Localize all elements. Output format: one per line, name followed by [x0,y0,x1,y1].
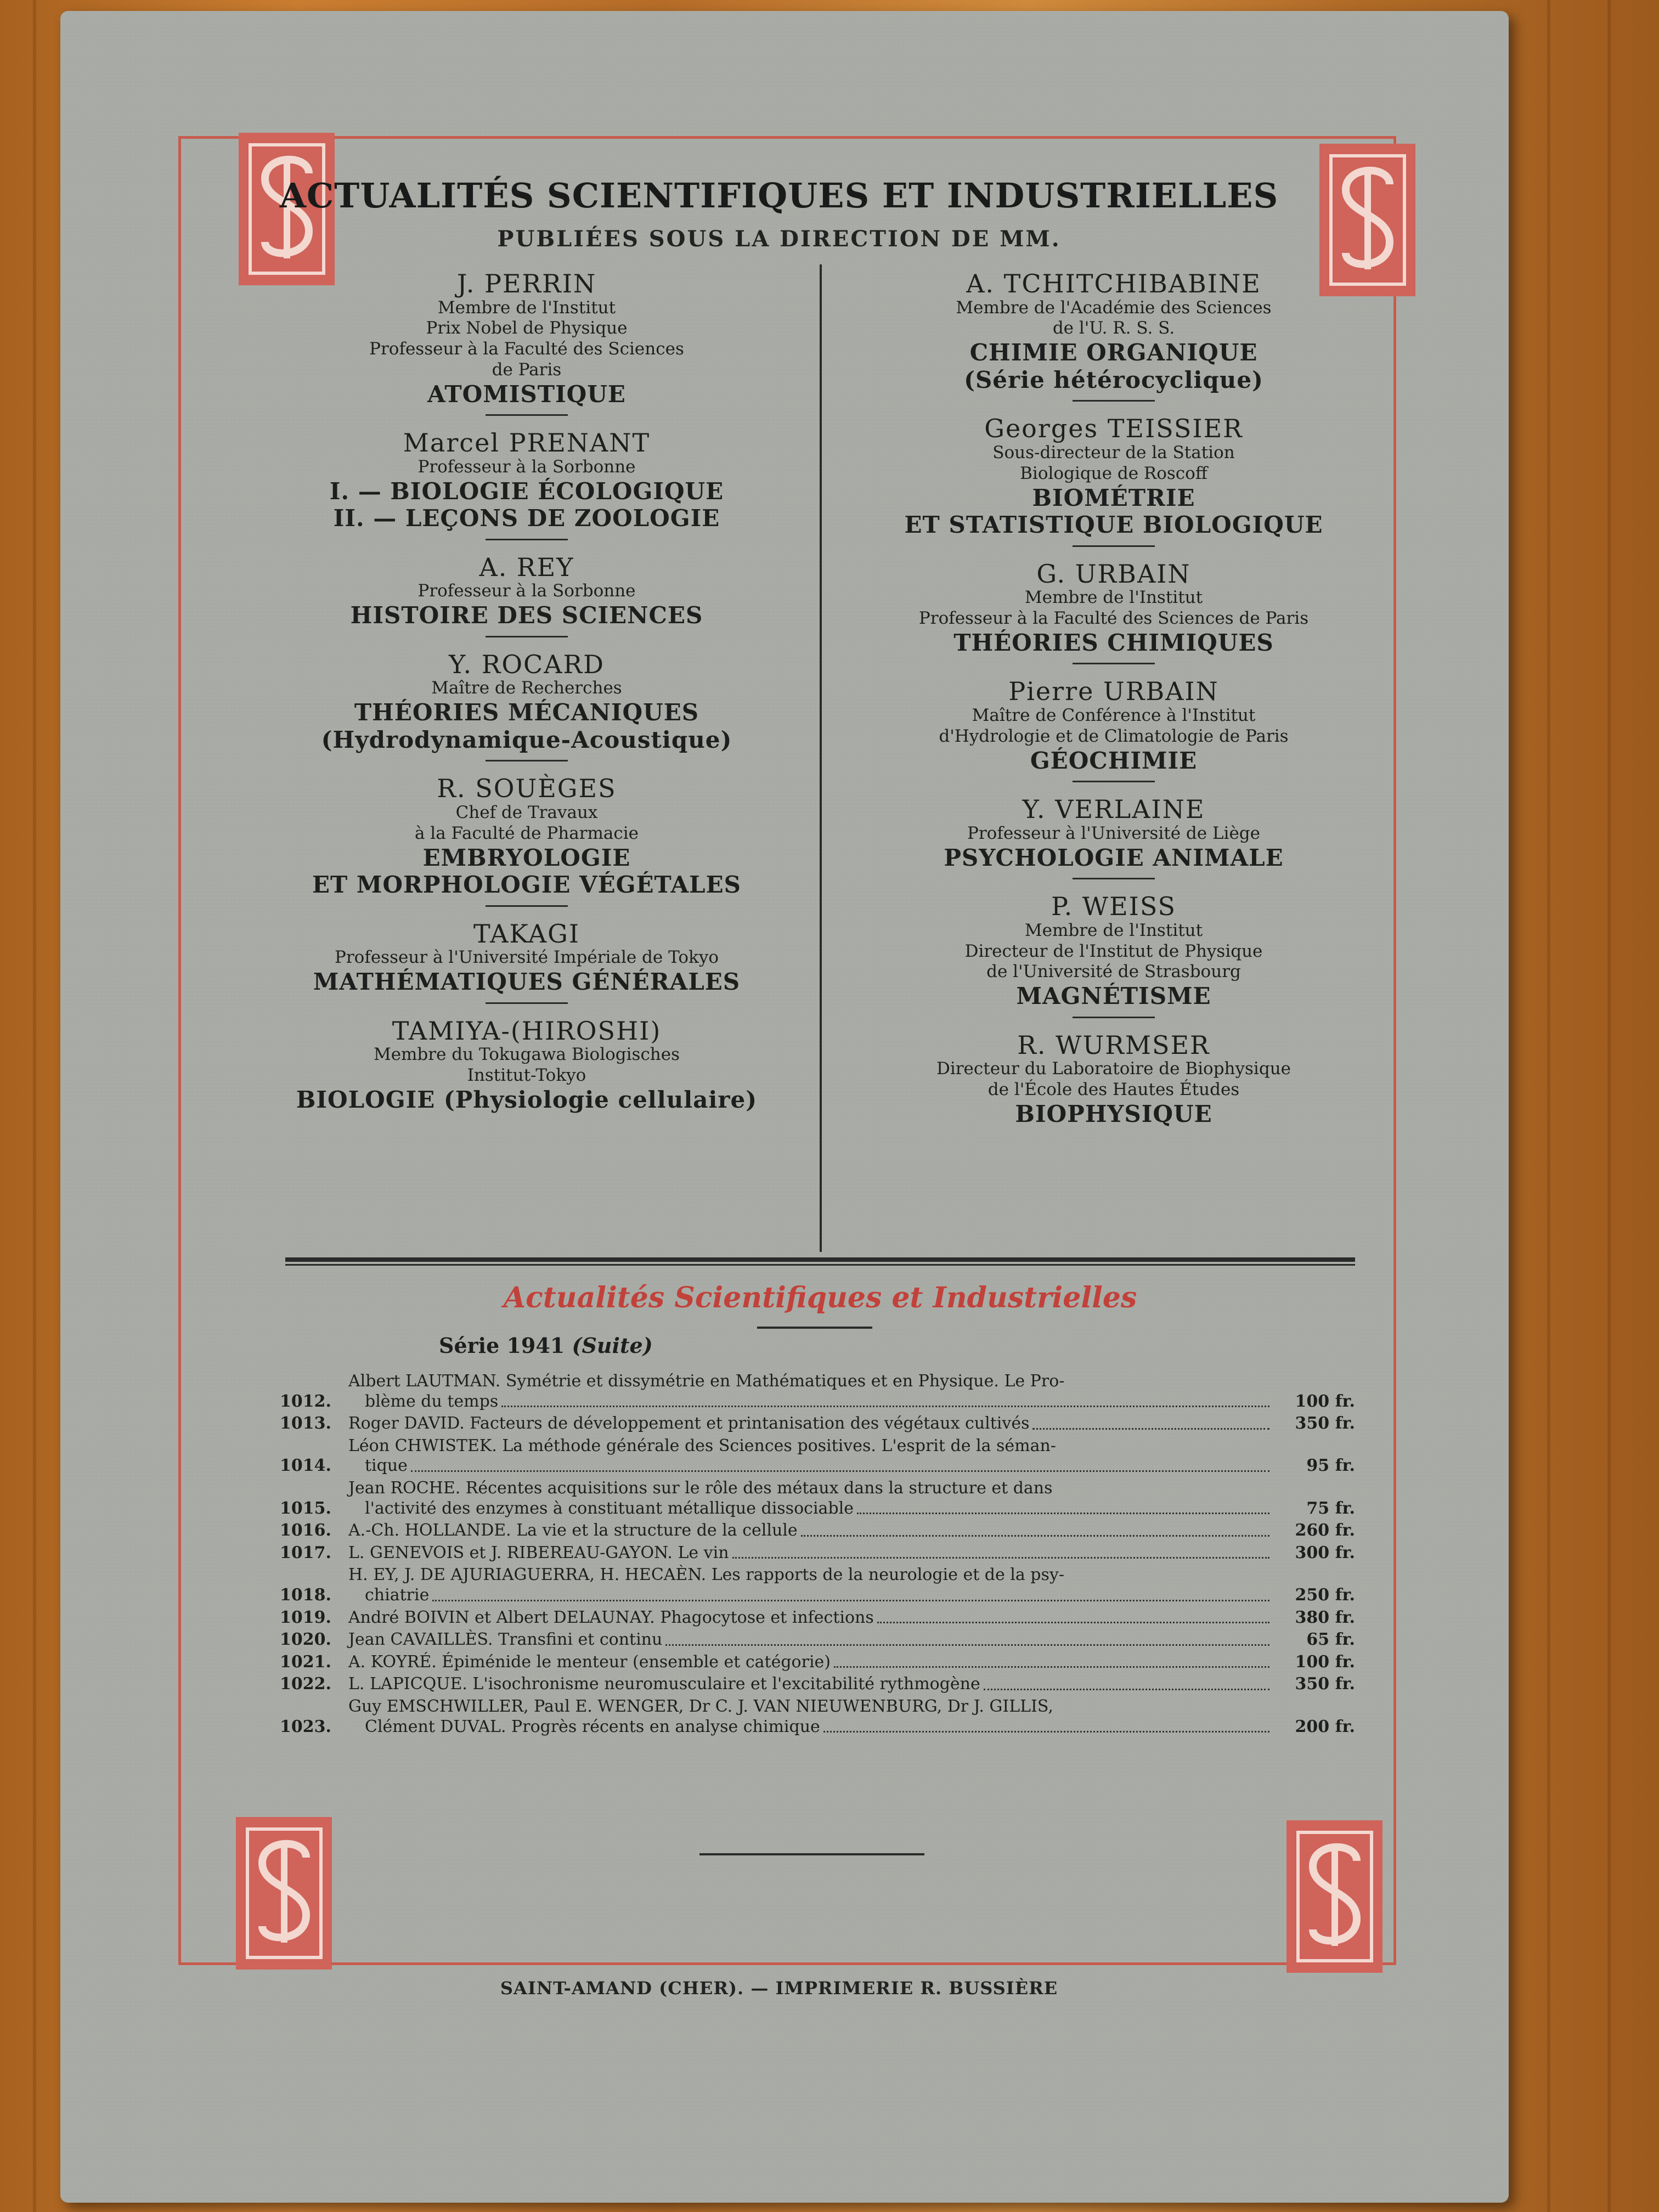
item-price: 350 fr. [1295,1674,1355,1694]
editors-left-column [241,270,812,1126]
editor-affiliation: d'Hydrologie et de Climatologie de Paris [939,726,1289,746]
item-line-text: Clément DUVAL. Progrès récents en analyse chimique [365,1717,820,1736]
item-number: 1023. [280,1717,331,1736]
item-line-text: Jean CAVAILLÈS. Transfini et continu [348,1630,663,1650]
editor-field: EMBRYOLOGIE [422,844,631,871]
series-year-label: Série 1941 [439,1333,565,1358]
editor-entry [828,1031,1399,1128]
entry-separator [486,1002,568,1004]
item-line: H. EY, J. DE AJURIAGUERRA, H. HECAÈN. Les rapports de la neurologie et de la psy- [348,1565,1064,1585]
editor-affiliation: Directeur de l'Institut de Physique [964,941,1263,961]
editor-entry [241,651,812,762]
leader-dots [665,1630,1269,1646]
editor-entry [241,554,812,637]
item-line: Guy EMSCHWILLER, Paul E. WENGER, Dr C. J. VAN NIEUWENBURG, Dr J. GILLIS, [348,1696,1053,1716]
item-text [348,1479,1273,1519]
item-number: 1022. [280,1674,331,1694]
entry-separator [486,905,568,907]
editor-field: THÉORIES CHIMIQUES [953,629,1274,656]
editor-name: Y. ROCARD [449,649,605,679]
leader-dots [501,1392,1269,1408]
item-number: 1012. [280,1391,331,1411]
editor-entry [828,415,1399,546]
entry-separator [1073,400,1155,402]
item-line [348,1543,1273,1564]
item-price: 260 fr. [1295,1521,1355,1541]
item-text [348,1697,1273,1737]
entry-separator [486,414,568,416]
editor-affiliation: Biologique de Roscoff [1020,463,1207,483]
item-line: Léon CHWISTEK. La méthode générale des Sciences positives. L'esprit de la séman- [348,1436,1056,1455]
item-price: 200 fr. [1295,1717,1355,1736]
item-price: 250 fr. [1295,1585,1355,1605]
item-line [348,1456,1273,1476]
editor-entry [828,795,1399,879]
editor-affiliation: Professeur à la Faculté des Sciences [369,339,684,359]
item-line-text: chiatrie [365,1585,430,1605]
editor-field: MAGNÉTISME [1016,983,1211,1010]
editor-field: BIOLOGIE (Physiologie cellulaire) [296,1086,758,1113]
list-item [280,1372,1355,1412]
publisher-logo-bottom-left [236,1817,332,1970]
leader-dots [732,1543,1269,1559]
list-item [280,1608,1355,1628]
editor-affiliation: Institut-Tokyo [467,1065,586,1086]
editor-affiliation: Professeur à la Sorbonne [417,456,636,477]
editor-affiliation: Membre du Tokugawa Biologisches [373,1045,680,1065]
item-number: 1020. [280,1630,331,1650]
entry-separator [1073,1017,1155,1018]
editor-field: I. — BIOLOGIE ÉCOLOGIQUE [329,477,724,505]
editor-field: GÉOCHIMIE [1030,747,1198,774]
bottom-rule [699,1853,924,1855]
leader-dots [1032,1414,1269,1430]
item-line-text: A.-Ch. HOLLANDE. La vie et la structure de la cellule [348,1521,798,1541]
editor-entry [828,560,1399,665]
editor-name: TAKAGI [473,918,580,949]
editor-name: P. WEISS [1051,891,1177,922]
editor-name: R. SOUÈGES [437,774,617,804]
editor-affiliation: Membre de l'Académie des Sciences [956,297,1272,318]
entry-separator [1073,878,1155,879]
entry-separator [486,760,568,761]
item-text [348,1608,1273,1628]
section-rule-thin [285,1264,1355,1266]
editor-affiliation: Membre de l'Institut [437,297,616,318]
list-item [280,1565,1355,1605]
editor-field: BIOMÉTRIE [1032,484,1195,511]
editor-entry [241,1017,812,1114]
editor-affiliation: Maître de Recherches [431,678,622,698]
leader-dots [857,1499,1269,1515]
item-text [348,1652,1273,1673]
editor-field: ET STATISTIQUE BIOLOGIQUE [904,511,1323,539]
item-line [348,1499,1273,1519]
editor-entry [828,893,1399,1018]
leader-dots [432,1585,1269,1601]
editor-entry [241,920,812,1004]
item-line: Albert LAUTMAN. Symétrie et dissymétrie en Mathématiques et en Physique. Le Pro- [348,1372,1065,1391]
leader-dots [823,1717,1269,1733]
editor-name: R. WURMSER [1017,1030,1210,1060]
editor-entry [828,678,1399,782]
item-price: 350 fr. [1295,1414,1355,1434]
editor-field: THÉORIES MÉCANIQUES [354,699,699,726]
editor-affiliation: Membre de l'Institut [1024,920,1203,940]
leader-dots [984,1674,1269,1690]
item-number: 1018. [280,1585,331,1605]
editors-right-column [828,270,1399,1141]
leader-dots [877,1608,1269,1624]
item-line [348,1652,1273,1673]
leader-dots [411,1456,1269,1472]
series-year-suffix: (Suite) [572,1333,653,1358]
item-text [348,1436,1273,1476]
editor-affiliation: de l'U. R. S. S. [1052,318,1175,338]
item-text [348,1630,1273,1650]
collection-subtitle: PUBLIÉES SOUS LA DIRECTION DE MM. [497,226,1061,252]
item-line [348,1392,1273,1412]
series-year [439,1333,653,1358]
editor-affiliation: à la Faculté de Pharmacie [414,823,639,843]
item-price: 300 fr. [1295,1543,1355,1562]
list-item [280,1674,1355,1695]
editor-affiliation: Professeur à la Sorbonne [417,581,636,601]
item-price: 65 fr. [1306,1630,1355,1650]
editor-name: TAMIYA-(HIROSHI) [392,1015,662,1046]
item-line-text: blème du temps [365,1391,499,1411]
item-number: 1019. [280,1607,331,1627]
editor-field: PSYCHOLOGIE ANIMALE [944,844,1284,871]
editor-entry [241,270,812,416]
editor-affiliation: Professeur à la Faculté des Sciences de Paris [918,608,1309,629]
item-line-text: A. KOYRÉ. Épiménide le menteur (ensemble et catégorie) [348,1652,831,1672]
item-line-text: André BOIVIN et Albert DELAUNAY. Phagocytose et infections [348,1607,874,1627]
list-item [280,1479,1355,1519]
editor-field: (Série hétérocyclique) [964,366,1263,393]
editor-name: A. TCHITCHIBABINE [966,269,1261,298]
item-line-text: L. LAPICQUE. L'isochronisme neuromusculaire et l'excitabilité rythmogène [348,1674,980,1694]
series-heading: Actualités Scientifiques et Industrielles [503,1281,1137,1314]
item-line-text: tique [365,1456,408,1476]
item-line [348,1608,1273,1628]
leader-dots [801,1521,1269,1537]
item-line [348,1630,1273,1650]
leader-dots [834,1652,1269,1668]
column-divider [820,264,822,1252]
editor-field: ATOMISTIQUE [427,380,626,408]
item-price: 75 fr. [1306,1498,1355,1518]
item-number: 1013. [280,1414,331,1434]
editor-affiliation: Professeur à l'Université Impériale de Tokyo [335,947,719,968]
item-price: 95 fr. [1306,1456,1355,1476]
entry-separator [1073,781,1155,782]
item-line-text: l'activité des enzymes à constituant métallique dissociable [365,1498,854,1518]
editor-entry [241,429,812,540]
editor-affiliation: Membre de l'Institut [1024,588,1203,608]
item-line [348,1717,1273,1737]
item-line: Jean ROCHE. Récentes acquisitions sur le rôle des métaux dans la structure et dans [348,1478,1053,1498]
item-line [348,1521,1273,1541]
editor-affiliation: Prix Nobel de Physique [426,318,628,338]
item-number: 1021. [280,1652,331,1672]
item-price: 100 fr. [1295,1652,1355,1672]
editor-name: Georges TEISSIER [984,414,1243,444]
item-number: 1017. [280,1543,331,1562]
entry-separator [486,539,568,540]
editor-field: ET MORPHOLOGIE VÉGÉTALES [312,871,741,899]
editor-entry [241,775,812,906]
editor-entry [828,270,1399,402]
editor-name: Y. VERLAINE [1022,794,1205,825]
editor-field: CHIMIE ORGANIQUE [969,339,1258,366]
editor-affiliation: de l'Université de Strasbourg [986,962,1241,982]
editor-name: Marcel PRENANT [403,428,651,458]
editor-affiliation: de Paris [492,360,562,380]
list-item [280,1521,1355,1541]
item-text [348,1565,1273,1605]
printer-imprint: SAINT-AMAND (CHER). — IMPRIMERIE R. BUSSIÈRE [500,1978,1058,1999]
item-text [348,1372,1273,1412]
list-item [280,1414,1355,1434]
item-line-text: L. GENEVOIS et J. RIBEREAU-GAYON. Le vin [348,1543,729,1562]
editor-affiliation: Professeur à l'Université de Liège [967,823,1260,843]
item-line [348,1414,1273,1434]
as-monogram-icon [243,1825,325,1962]
editor-name: A. REY [479,552,574,582]
item-price: 380 fr. [1295,1607,1355,1627]
editor-affiliation: Maître de Conférence à l'Institut [972,705,1256,725]
editor-affiliation: Sous-directeur de la Station [992,442,1235,462]
list-item [280,1697,1355,1737]
item-line [348,1585,1273,1606]
editor-field: BIOPHYSIQUE [1015,1100,1212,1127]
item-number: 1016. [280,1521,331,1541]
item-number: 1015. [280,1498,331,1518]
editor-field: (Hydrodynamique-Acoustique) [321,726,732,753]
entry-separator [1073,545,1155,547]
item-text [348,1414,1273,1434]
editor-field: MATHÉMATIQUES GÉNÉRALES [313,968,741,996]
entry-separator [1073,663,1155,664]
editor-affiliation: Chef de Travaux [455,802,598,822]
publisher-logo-bottom-right [1286,1820,1383,1973]
series-heading-rule [757,1327,872,1329]
item-text [348,1674,1273,1695]
as-monogram-icon [1327,151,1409,289]
item-line [348,1674,1273,1695]
item-line-text: Roger DAVID. Facteurs de développement et printanisation des végétaux cultivés [348,1414,1030,1434]
editor-field: II. — LEÇONS DE ZOOLOGIE [333,505,720,532]
item-text [348,1521,1273,1541]
editor-affiliation: Directeur du Laboratoire de Biophysique [936,1059,1291,1079]
section-rule [285,1257,1355,1262]
list-item [280,1630,1355,1650]
editor-field: HISTOIRE DES SCIENCES [350,602,703,629]
entry-separator [486,636,568,637]
item-number: 1014. [280,1456,331,1476]
list-item [280,1436,1355,1476]
list-item [280,1652,1355,1673]
item-text [348,1543,1273,1564]
editor-name: Pierre URBAIN [1008,676,1219,707]
item-price: 100 fr. [1295,1391,1355,1411]
as-monogram-icon [1294,1828,1376,1965]
editor-name: G. URBAIN [1036,558,1191,589]
collection-title: ACTUALITÉS SCIENTIFIQUES ET INDUSTRIELLES [279,176,1279,216]
editor-name: J. PERRIN [456,269,597,298]
editor-affiliation: de l'École des Hautes Études [988,1080,1240,1100]
series-list [280,1372,1355,1739]
list-item [280,1543,1355,1564]
